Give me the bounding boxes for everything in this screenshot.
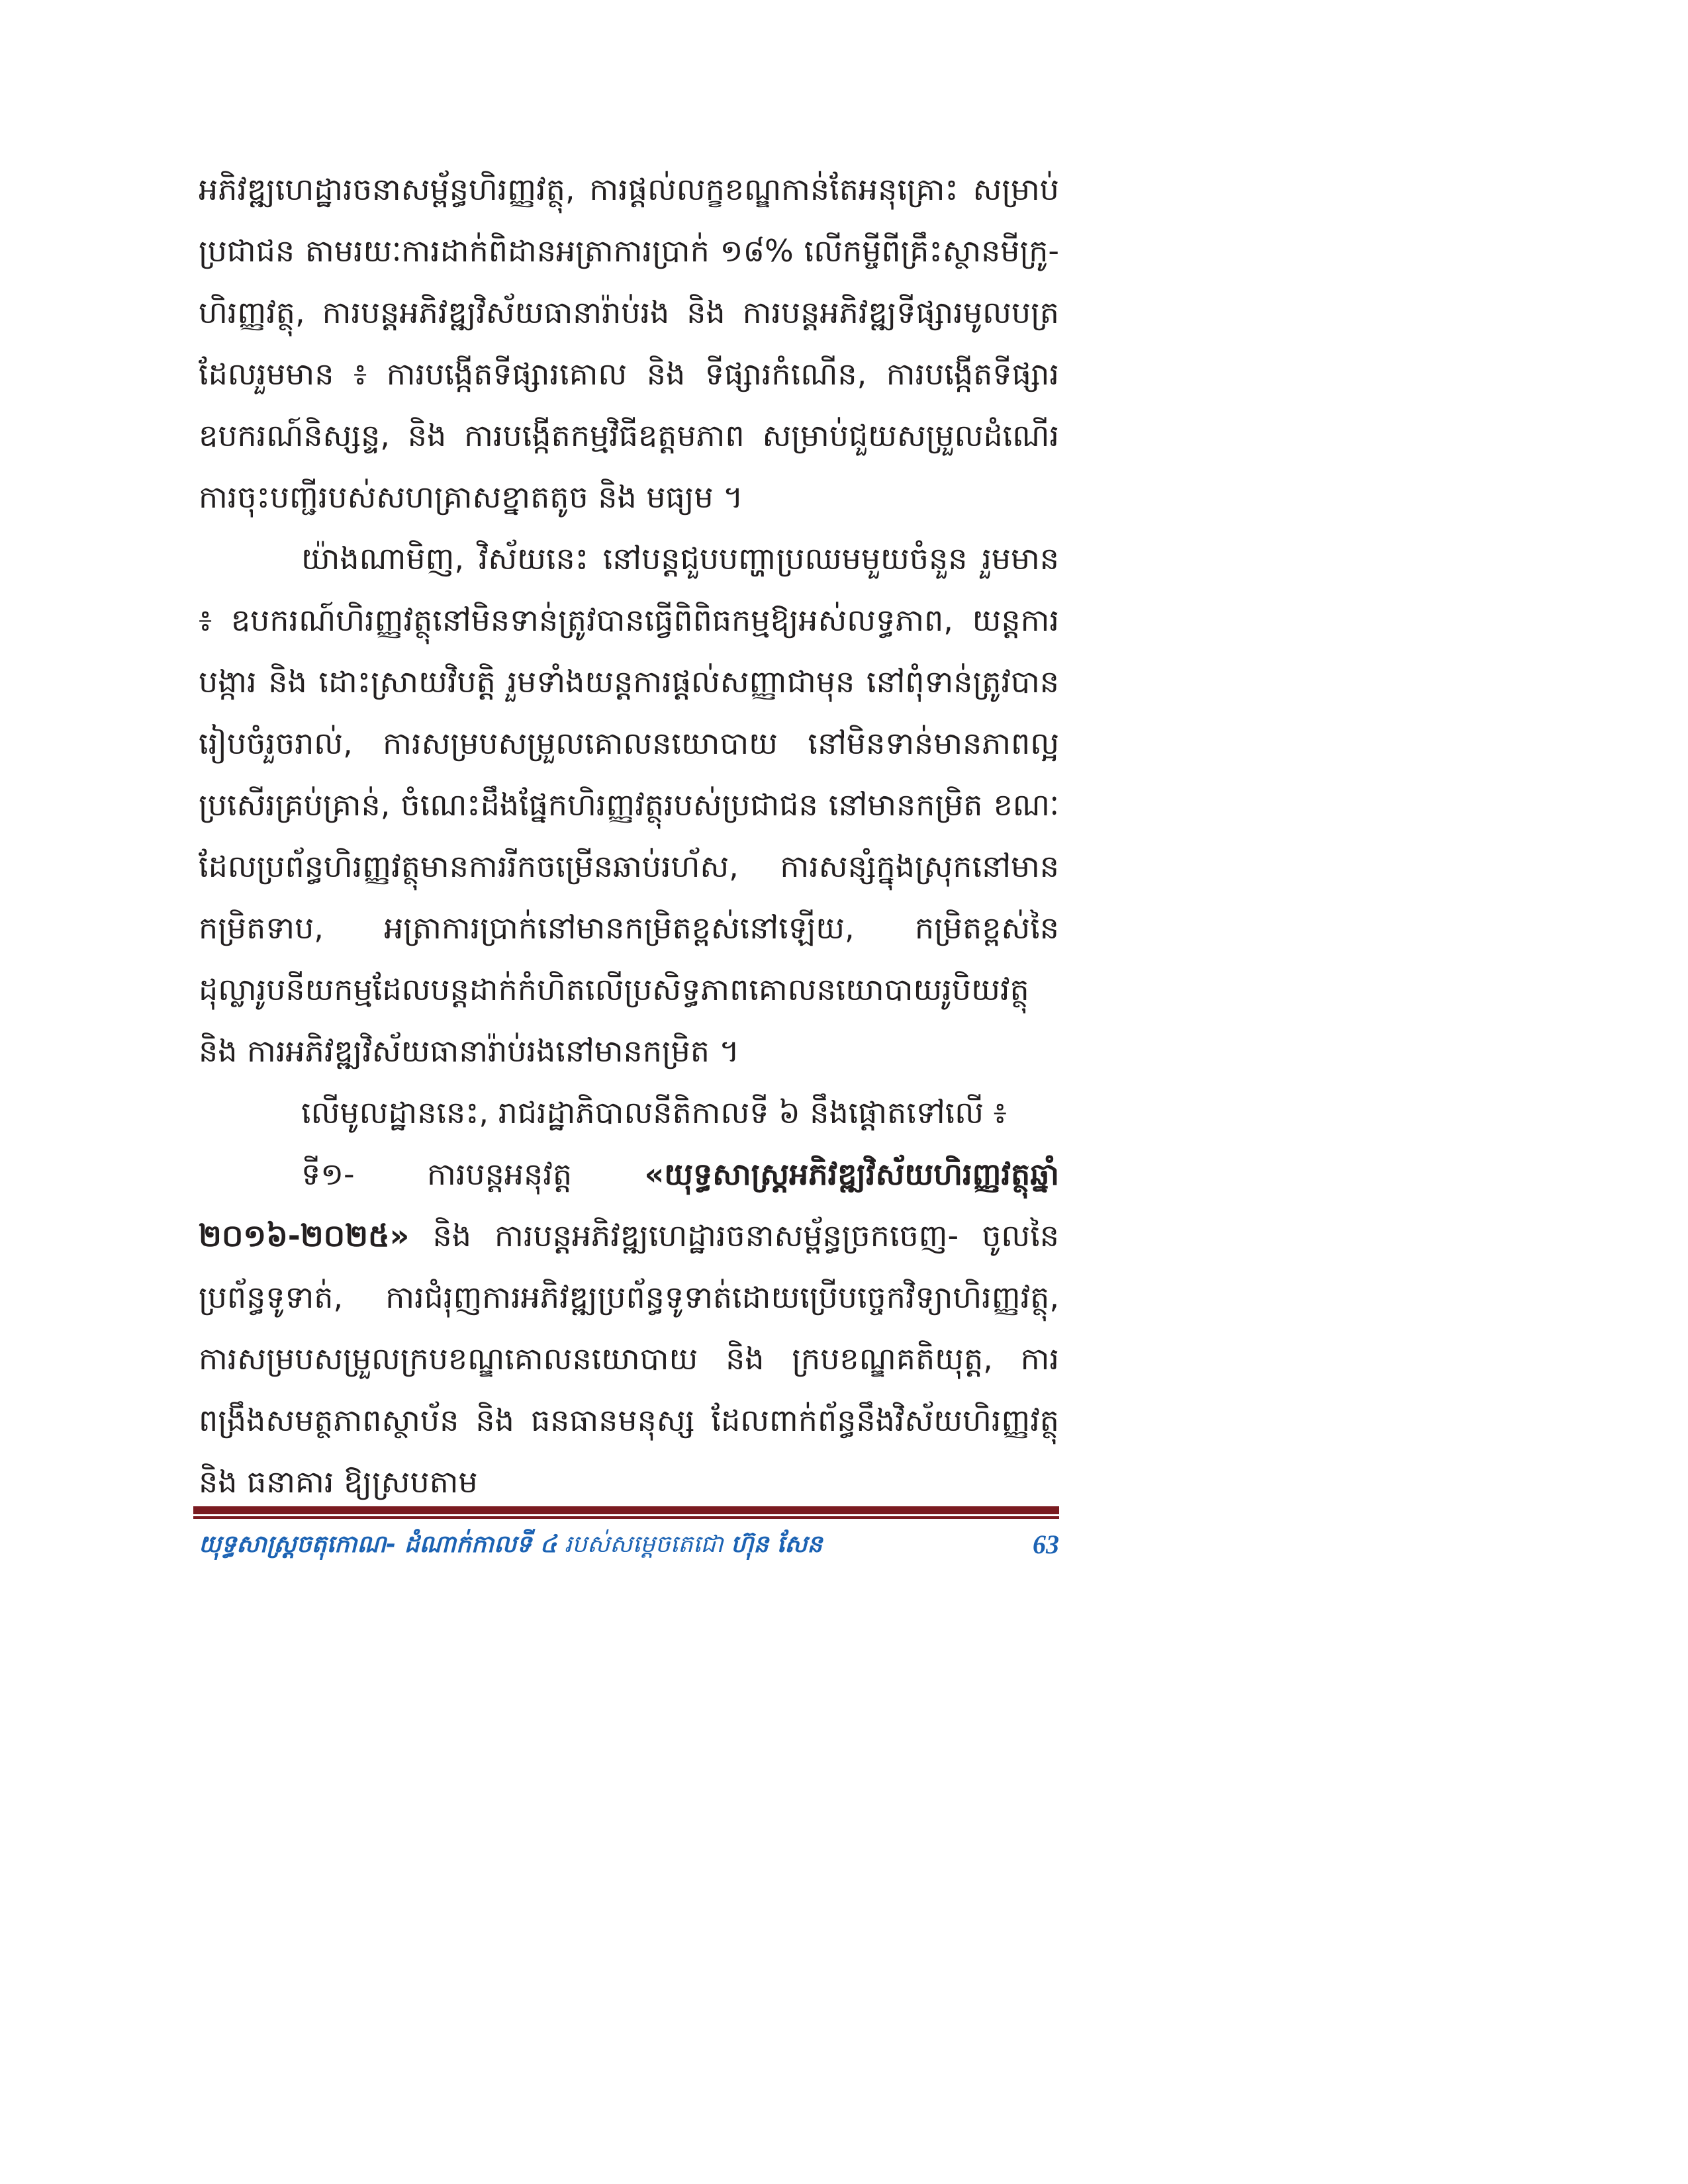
- footer-rule-thin: [193, 1516, 1059, 1519]
- paragraph-2: យ៉ាងណាមិញ, វិស័យនេះ នៅបន្តជួបបញ្ហាប្រឈមមួយចំនួន រួមមាន ៖ ឧបករណ៍ហិរញ្ញវត្ថុនៅមិនទាន់ត្រូវបានធ្វើពិពិធកម្មឱ្យអស់លទ្ធភាព, យន្តការបង្ការ និង ដោះស្រាយវិបត្តិ រួមទាំងយន្តការផ្តល់សញ្ញាជាមុន នៅពុំទាន់ត្រូវបានរៀបចំរួចរាល់, ការសម្របសម្រួលគោលនយោបាយ នៅមិនទាន់មានភាពល្អប្រសើរគ្រប់គ្រាន់, ចំណេះដឹងផ្នែកហិរញ្ញវត្ថុរបស់ប្រជាជន នៅមានកម្រិត ខណៈដែលប្រព័ន្ធហិរញ្ញវត្ថុមានការរីកចម្រើនឆាប់រហ័ស, ការសន្សំក្នុងស្រុកនៅមានកម្រិតទាប, អត្រាការប្រាក់នៅមានកម្រិតខ្ពស់នៅឡើយ, កម្រិតខ្ពស់នៃដុល្លារូបនីយកម្មដែលបន្តដាក់កំហិតលើប្រសិទ្ធភាពគោលនយោបាយរូបិយវត្ថុ និង ការអភិវឌ្ឍវិស័យធានារ៉ាប់រងនៅមានកម្រិត ។: [199, 541, 1059, 1069]
- footer-rule-thick: [193, 1506, 1059, 1514]
- body-text: [199, 159, 1059, 1513]
- paragraph-3: លើមូលដ្ឋាននេះ, រាជរដ្ឋាភិបាលនីតិកាលទី ៦ នឹងផ្តោតទៅលើ ៖: [301, 1095, 1007, 1130]
- footer-author: ហ៊ុន សែន: [731, 1531, 823, 1558]
- footer-rule: [193, 1506, 1059, 1520]
- footer-title: [199, 1529, 822, 1564]
- strategy-title: «យុទ្ធសាស្ត្រអភិវឌ្ឍវិស័យហិរញ្ញវត្ថុឆ្នាំ ២០១៦-២០២៥»: [199, 1156, 1059, 1253]
- page-number: 63: [1033, 1529, 1059, 1559]
- footer-title-main: យុទ្ធសាស្ត្រចតុកោណ- ដំណាក់កាលទី ៤: [199, 1531, 557, 1558]
- footer-subtitle: របស់សម្តេចតេជោ: [557, 1531, 731, 1558]
- paragraph-1: អភិវឌ្ឍហេដ្ឋារចនាសម្ព័ន្ធហិរញ្ញវត្ថុ, ការផ្តល់លក្ខខណ្ឌកាន់តែអនុគ្រោះ សម្រាប់ប្រជាជន តាមរយៈការដាក់ពិដានអត្រាការប្រាក់ ១៨% លើកម្ចីពីគ្រឹះស្ថានមីក្រូ-ហិរញ្ញវត្ថុ, ការបន្តអភិវឌ្ឍវិស័យធានារ៉ាប់រង និង ការបន្តអភិវឌ្ឍទីផ្សារមូលបត្រ ដែលរួមមាន ៖ ការបង្កើតទីផ្សារគោល និង ទីផ្សារកំណើន, ការបង្កើតទីផ្សារឧបករណ៍និស្សន្ទ, និង ការបង្កើតកម្មវិធីឧត្តមភាព សម្រាប់ជួយសម្រួលដំណើរការចុះបញ្ជីរបស់សហគ្រាសខ្នាតតូច និង មធ្យម ។: [199, 171, 1059, 515]
- paragraph-4-lead: ទី១- ការបន្តអនុវត្ត: [301, 1156, 645, 1192]
- paragraph-4-rest: និង ការបន្តអភិវឌ្ឍហេដ្ឋារចនាសម្ព័ន្ធច្រកចេញ- ចូលនៃប្រព័ន្ធទូទាត់, ការជំរុញការអភិវឌ្ឍប្រព័ន្ធទូទាត់ដោយប្រើបច្ចេកវិទ្យាហិរញ្ញវត្ថុ, ការសម្របសម្រួលក្របខណ្ឌគោលនយោបាយ និង ក្របខណ្ឌគតិយុត្ត, ការពង្រឹងសមត្ថភាពស្ថាប័ន និង ធនធានមនុស្ស ដែលពាក់ព័ន្ធនឹងវិស័យហិរញ្ញវត្ថុ និង ធនាគារ ឱ្យស្របតាម: [199, 1218, 1059, 1500]
- paragraph-4: [199, 1144, 1059, 1513]
